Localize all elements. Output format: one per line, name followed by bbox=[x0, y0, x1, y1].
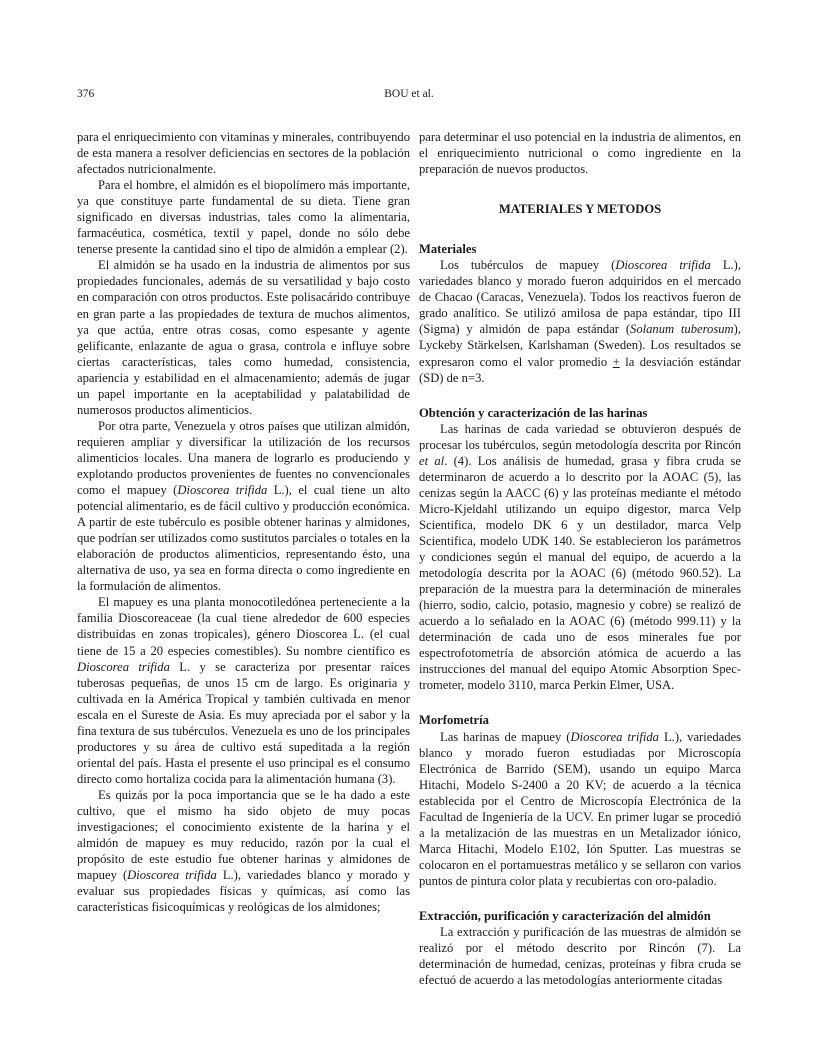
section-title: MATERIALES Y METODOS bbox=[498, 202, 662, 217]
species-name: Dioscorea trifida bbox=[177, 483, 268, 498]
paragraph bbox=[77, 594, 410, 787]
text: El mapuey es una planta monocotiledónea perteneciente a la familia Dioscoreaceae (la cual tiene alrededor de 600 especies distribuidas en zonas tropicales), género Dioscorea L. (el cual tiene de 15 a 20 especies comestibles). Su nombre científico es bbox=[77, 595, 410, 658]
text: Por otra parte, Venezuela y otros países que utilizan almidón, requieren ampliar y diversificar la utilización de los recursos alimenticios locales. Una manera de lograrlo es produciendo y explotando productos provenientes de fuentes no convencionales como el mapuey ( bbox=[77, 418, 410, 498]
species-name: Dioscorea trifida bbox=[127, 868, 217, 883]
text: . (4). Los análisis de humedad, grasa y fibra cruda se determinaron de acuerdo a lo descrito por la AOAC (5), las cenizas según la AACC (6) y las proteínas mediante el método Micro-Kjeldahl utilizando un equipo digestor, marca Velp Scientifica, modelo DK 6 y un destilador, marca Velp Scientifica, modelo UDK 140. Se establecieron los parámetros y condiciones según el manual del equipo, de acuerdo a la metodología descrita por la AOAC (6) (método 960.52). La preparación de la muestra para la determinación de minerales (hierro, sodio, calcio, potasio, magnesio y cobre) se realizó de acuerdo a lo señalado en la AOAC (6) (método 999.11) y la determinación de cada uno de esos minerales fue por espectrofotometría de absorción atómica de acuerdo a las instrucciones del manual del equipo Atomic Absorption Spectrometer, modelo 3110, marca Perkin Elmer, USA. bbox=[419, 453, 741, 693]
text: Las harinas de mapuey ( bbox=[440, 729, 571, 744]
text: Las harinas de cada variedad se obtuvieron después de procesar los tubérculos, según metodología descrita por Rincón bbox=[419, 421, 741, 452]
paragraph: Para el hombre, el almidón es el biopolímero más importante, ya que constituye parte fundamental de su dieta. Tiene gran significado en diversas industrias, tales como la alimentaria, farmacéutica, cosmética, textil y papel, donde no sólo debe tenerse presente la cantidad sino el tipo de almidón a emplear (2). bbox=[77, 178, 410, 257]
species-name: Dioscorea trifida bbox=[570, 729, 659, 744]
paragraph bbox=[419, 924, 741, 988]
text: L. y se caracteriza por presentar raíces tuberosas pequeñas, de unos 15 cm de largo. Es originaria y cultivada en la América Tropical y también cultivada en menor escala en el Sureste de Asia. Es muy apreciada por el sabor y la fina textura de sus tubérculos. Venezuela es uno de los principales productores y su área de cultivo está supeditada a la región oriental del país. Hasta el presente el uso principal es el consumo directo como hortaliza cocida para la alimentación humana (3). bbox=[77, 659, 410, 786]
subsection-heading: Morfometría bbox=[419, 713, 489, 728]
paragraph bbox=[419, 257, 741, 385]
text: L.), variedades blanco y morado fueron estudiadas por Microscopía Electrónica de Barrido (SEM), usando un equipo Marca Hitachi, Modelo S-2400 a 20 KV; de acuerdo a la técnica establecida por el Centro de Microscopía Electrónica de la Facultad de Ingeniería de la UCV. En primer lugar se procedió a la metalización de las muestras en un Metalizador iónico, Marca Hitachi, Modelo E102, Ión Sputter. Las muestras se colocaron en el portamuestras metálico y se sellaron con varios puntos de pintura color plata y recubiertas con oro-paladio. bbox=[419, 729, 742, 888]
plus-minus-symbol: + bbox=[612, 354, 620, 369]
paragraph: para determinar el uso potencial en la industria de alimentos, en el enriquecimiento nutricional o como ingrediente en la preparación de nuevos productos. bbox=[419, 130, 741, 177]
paragraph bbox=[419, 421, 741, 694]
species-name: Dioscorea trifida bbox=[615, 258, 711, 273]
latin-abbrev: et al bbox=[419, 453, 445, 468]
species-name: Dioscorea trifida bbox=[77, 659, 170, 674]
text: L.), variedades blanco y morado y evaluar sus propiedades físicas y químicas, así como las características fisicoquímicas y reológicas de los almidones; bbox=[77, 868, 410, 915]
text: La extracción y purificación de las muestras de almidón se realizó por el método descrito por Rincón (7). La determinación de humedad, cenizas, proteínas y fibra cruda se efectuó de acuerdo a las metodologías anteriormente citadas bbox=[419, 925, 741, 988]
subsection-heading: Materiales bbox=[419, 242, 477, 257]
paragraph: El almidón se ha usado en la industria de alimentos por sus propiedades funcionales, además de su versatilidad y bajo costo en comparación con otros productos. Este polisacárido contribuye en gran parte a las propiedades de textura de muchos alimentos, ya que actúa, entre otras cosas, como espesante y agente gelificante, enlazante de agua o grasa, controla e influye sobre ciertas características, tales como humedad, consistencia, apariencia y estabilidad en el almacenamiento; además de jugar un papel importante en la aceptabilidad y palatabilidad de numerosos productos alimenticios. bbox=[77, 258, 410, 417]
text: L.), variedades blanco y morado fueron adquiridos en el mercado de Chacao (Caracas, Venezuela). Todos los reactivos fueron de grado analítico. Se utilizó amilosa de papa estándar, tipo III (Sigma) y almidón de papa estándar ( bbox=[419, 258, 741, 337]
text: Es quizás por la poca importancia que se le ha dado a este cultivo, que el mismo ha sido objeto de muy pocas investigaciones; el conocimiento existente de la harina y el almidón de mapuey es muy reducido, razón por la cual el propósito de este estudio fue obtener harinas y almidones de mapuey ( bbox=[77, 787, 410, 883]
paragraph bbox=[77, 787, 410, 915]
paragraph bbox=[419, 729, 741, 889]
right-column bbox=[419, 129, 741, 988]
subsection-heading: Extracción, purificación y caracterización del almidón bbox=[419, 908, 711, 923]
text: Los tubérculos de mapuey ( bbox=[440, 258, 616, 273]
paragraph bbox=[77, 418, 410, 595]
running-title: BOU et al. bbox=[384, 88, 434, 100]
paragraph: para el enriquecimiento con vitaminas y minerales, contribuyendo de esta manera a resolver deficiencias en sectores de la población afectados nutricionalmente. bbox=[77, 130, 410, 177]
page-number: 376 bbox=[77, 88, 95, 100]
running-header bbox=[77, 88, 741, 104]
species-name: Solanum tuberosum bbox=[630, 322, 734, 337]
text: L.), el cual tiene un alto potencial alimentario, es de fácil cultivo y producción económica. A partir de este tubérculo es posible obtener harinas y almidones, que podrían ser utilizados como sustitutos parciales o totales en la elaboración de productos alimenticios, representando ésto, una alternativa de uso, ya sea en forma directa o como ingrediente en la formulación de alimentos. bbox=[77, 483, 410, 594]
text: la desviación estándar (SD) de n=3. bbox=[419, 354, 741, 385]
subsection-heading: Obtención y caracterización de las harinas bbox=[419, 405, 648, 420]
text: ), Lyckeby Stärkelsen, Karlshaman (Sweden). Los resultados se expresaron como el valor promedio bbox=[419, 322, 741, 369]
left-column bbox=[77, 129, 410, 915]
